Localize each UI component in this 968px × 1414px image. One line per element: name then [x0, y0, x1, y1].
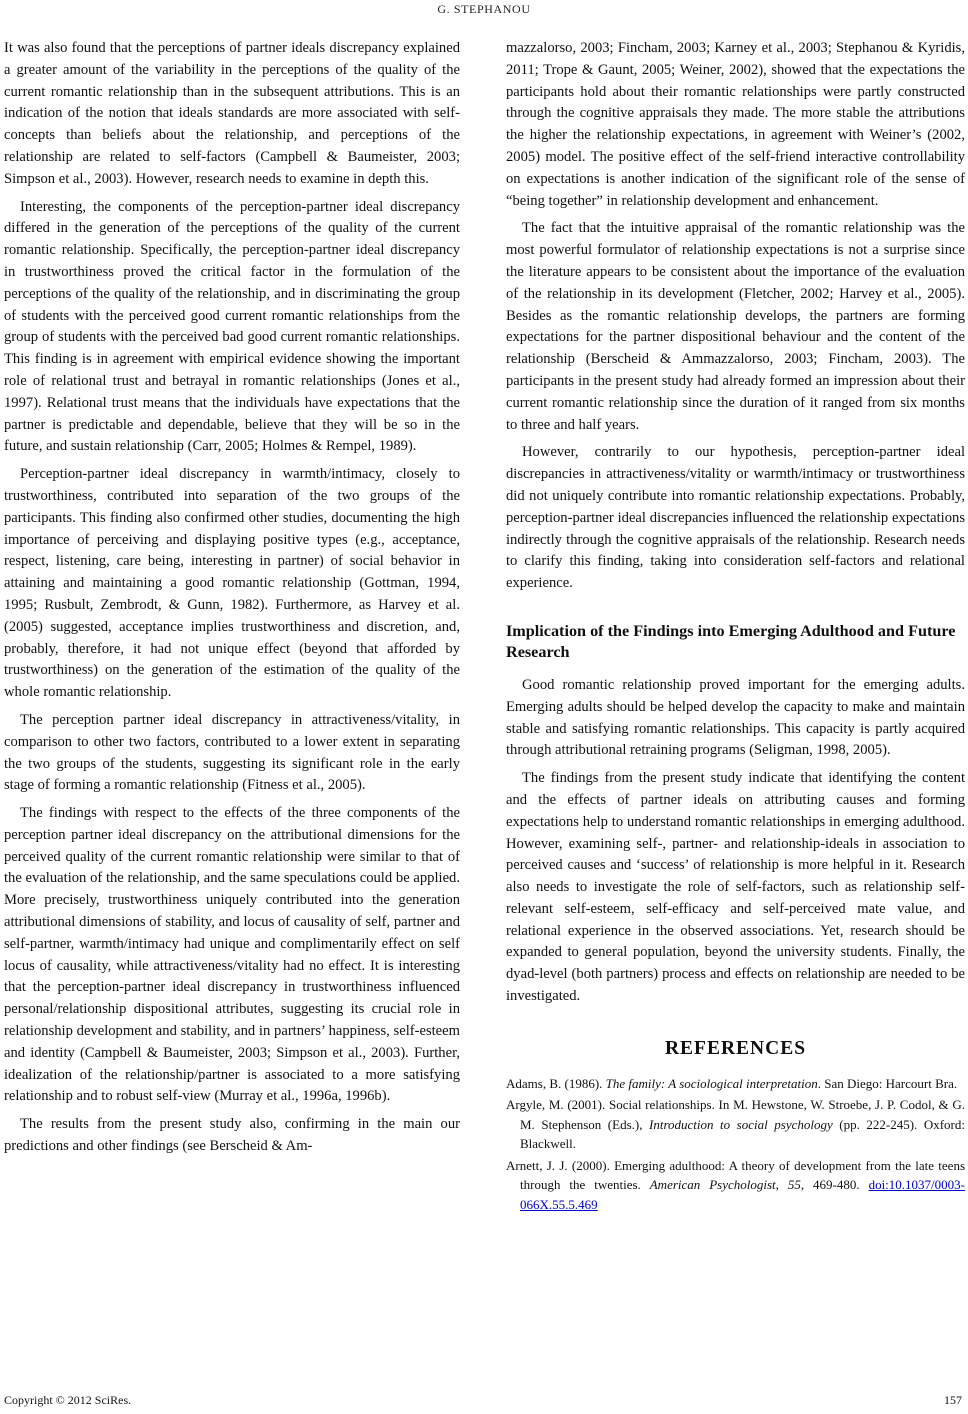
- doi-link[interactable]: doi:10.1037/0003-066X.55.5.469: [520, 1177, 965, 1212]
- paragraph: The findings with respect to the effects of the three components of the perception partner ideal discrepancy on the attributional dimensions for the perceived quality of the current romantic relationship were similar to that of the evaluation of the relationship, and the same speculations could be applied. More precisely, trustworthiness uniquely contributed into the generation attributional dimensions of stability, and locus of causality of self, partner and self-partner, warmth/intimacy had unique and complimentarily effect on self locus of causality, while attractiveness/vitality had no effect. It is interesting that the perception-partner ideal discrepancy in trustworthiness influenced personal/relationship dispositional attributes, suggesting its crucial role in relationship development and stability, and in partners’ happiness, self-esteem and identity (Campbell & Baumeister, 2003; Simpson et al., 2003). Further, idealization of the relationship/partner is associated to a more satisfying relationship and to robust self-view (Murray et al., 1996a, 1996b).: [4, 805, 460, 1105]
- paragraph: mazzalorso, 2003; Fincham, 2003; Karney et al., 2003; Stephanou & Kyridis, 2011; Trope & Gaunt, 2005; Weiner, 2002), showed that the expectations the participants hold about their romantic relationships were partly constructed through the cognitive appraisals they made. The more stable the attributions the higher the relationship expectations, in agreement with Weiner’s (2002, 2005) model. The positive effect of the self-friend interactive controllability on expectations is another indication of the significant role of the sense of “being together” in relationship development and enhancement.: [506, 40, 965, 209]
- paragraph: The perception partner ideal discrepancy in attractiveness/vitality, in comparison to other two factors, contributed to a lower extent in separating the two groups of the students, suggesting its significant role in the early stage of forming a romantic relationship (Fitness et al., 2005).: [4, 711, 460, 794]
- paragraph: The fact that the intuitive appraisal of the romantic relationship was the most powerful formulator of relationship expectations is not a surprise since the literature appears to be consistent about the importance of the evaluation of the relationship in its development (Fletcher, 2002; Harvey et al., 2005). Besides as the romantic relationship develops, the partners are forming expectations for the partner dispositional behaviour and the content of the relationship (Berscheid & Ammazzalorso, 2003; Fincham, 2003). The participants in the present study had already formed an impression about their current romantic relationship since the duration of it ranged from six months to three and half years.: [506, 220, 965, 433]
- left-column: [4, 38, 460, 1164]
- paragraph: It was also found that the perceptions of partner ideals discrepancy explained a greater amount of the variability in the perceptions of the quality of the current romantic relationship than in the subsequent attributions. This is an indication of the notion that ideals standards are more associated with self-concepts than beliefs about the relationship, and perceptions of the relationship are related to self-factors (Campbell & Baumeister, 2003; Simpson et al., 2003). However, research needs to examine in depth this.: [4, 40, 460, 187]
- running-head: G. STEPHANOU: [437, 2, 531, 16]
- paragraph: Interesting, the components of the perception-partner ideal discrepancy differed in the generation of the perceptions of the quality of the current romantic relationship. Specifically, the perception-partner ideal discrepancy in trustworthiness proved the critical factor in the formulation of the perceptions of the quality of the relationship, and in discriminating the group of students with the perceived good current romantic relationships from the group of students with the perceived bad good current romantic relationships. This finding is in agreement with empirical evidence showing the important role of relational trust and betrayal in romantic relationships (Jones et al., 1997). Relational trust means that the individuals have expectations that the partner is predictable and dependable, believe that they will be so in the future, and sustain relationship (Carr, 2005; Holmes & Rempel, 1989).: [4, 198, 460, 455]
- page-number: 157: [944, 1393, 962, 1407]
- references-heading: REFERENCES: [664, 1037, 807, 1059]
- paragraph: The results from the present study also, confirming in the main our predictions and other findings (see Berscheid & Am-: [4, 1116, 460, 1155]
- right-column: [506, 38, 965, 1216]
- reference-item: Argyle, M. (2001). Social relationships. In M. Hewstone, W. Stroebe, J. P. Codol, & G. M. Stephenson (Eds.), Introduction to social psychology (pp. 222-245). Oxford: Blackwell.: [506, 1097, 965, 1152]
- copyright-notice: Copyright © 2012 SciRes.: [4, 1393, 132, 1407]
- paragraph: However, contrarily to our hypothesis, perception-partner ideal discrepancies in attractiveness/vitality or warmth/intimacy or trustworthiness did not uniquely contribute into romantic relationship expectations. Probably, perception-partner ideal discrepancies influenced the relationship expectations indirectly through the cognitive appraisals of the relationship. Research needs to clarify this finding, taking into consideration self-factors and relational experience.: [506, 444, 965, 592]
- reference-item: Arnett, J. J. (2000). Emerging adulthood: A theory of development from the late teens through the twenties. American Psychologist, 55, 469-480. doi:10.1037/0003-066X.55.5.469: [506, 1157, 965, 1212]
- paragraph: Good romantic relationship proved important for the emerging adults. Emerging adults should be helped develop the capacity to make and maintain stable and satisfying romantic relationships. This capacity is partly acquired through attributional retraining programs (Seligman, 1998, 2005).: [506, 676, 965, 759]
- paragraph: The findings from the present study indicate that identifying the content and the effects of partner ideals on attributing causes and forming expectations help to understand romantic relationships in emerging adulthood. However, examining self-, partner- and relationship-ideals in association to perceived causes and ‘success’ of relationship is more helpful in it. Research also needs to investigate the role of self-factors, such as relationship self-relevant self-esteem, self-efficacy and self-perceived mate value, and relational experience in the observed associations. Yet, research should be expanded to general population, beyond the university students. Finally, the dyad-level (both partners) process and effects on relationship are needed to be investigated.: [506, 770, 965, 1005]
- section-heading: Implication of the Findings into Emerging Adulthood and Future Research: [506, 621, 956, 661]
- paragraph: Perception-partner ideal discrepancy in warmth/intimacy, closely to trustworthiness, contributed into separation of the two groups of the participants. This finding also confirmed other studies, documenting the high importance of perceiving and displaying positive types (e.g., acceptance, respect, listening, care being, interesting in partner) of social behavior in attaining and maintaining a good romantic relationship (Gottman, 1994, 1995; Rusbult, Zembrodt, & Gunn, 1982). Furthermore, as Harvey et al. (2005) suggested, acceptance implies trustworthiness and discretion, and, probably, therefore, it had not unique effect (beyond that afforded by trustworthiness) on the generation of the estimation of the quality of the whole romantic relationship.: [4, 466, 460, 701]
- reference-item: Adams, B. (1986). The family: A sociological interpretation. San Diego: Harcourt Bra.: [506, 1075, 958, 1091]
